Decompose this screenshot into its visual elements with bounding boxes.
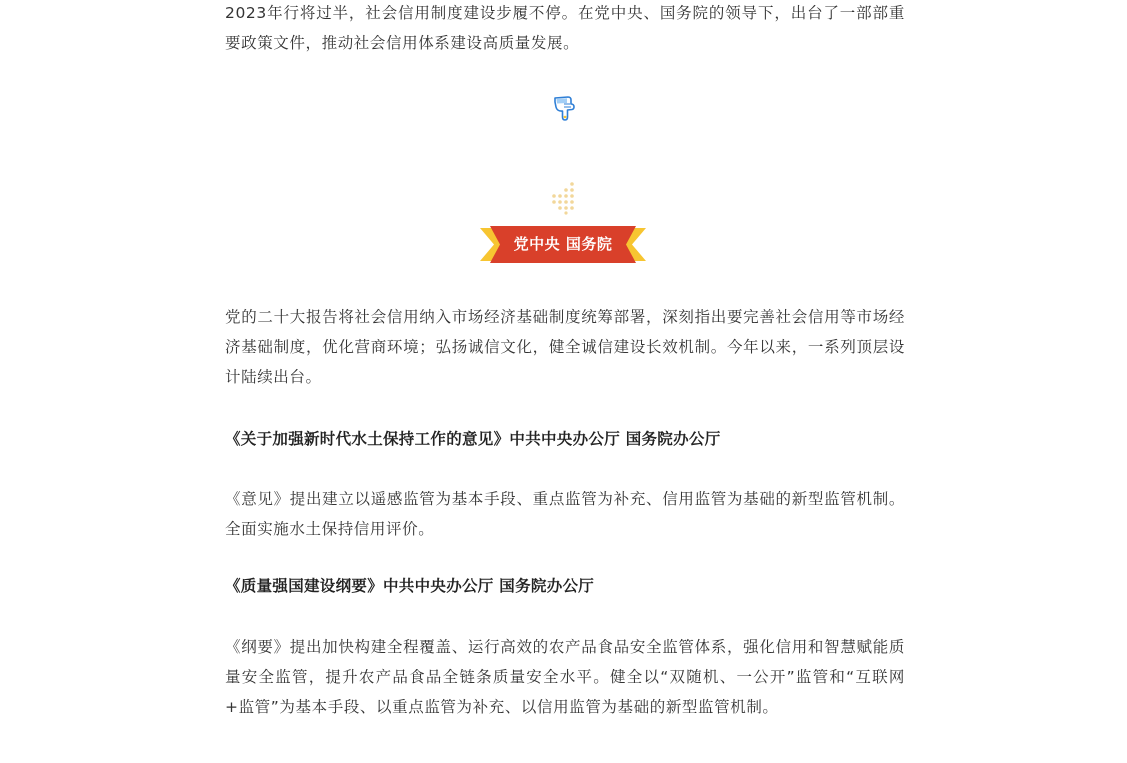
section-banner [480,226,646,263]
section-banner-label: 党中央 国务院 [513,235,613,253]
doc1-body: 《意见》提出建立以遥感监管为基本手段、重点监管为补充、信用监管为基础的新型监管机制。全面实施水土保持信用评价。 [225,490,905,538]
doc2-title: 《质量强国建设纲要》中共中央办公厅 国务院办公厅 [225,577,595,595]
section-intro-paragraph: 党的二十大报告将社会信用纳入市场经济基础制度统筹部署，深刻指出要完善社会信用等市场经济基础制度，优化营商环境；弘扬诚信文化，健全诚信建设长效机制。今年以来，一系列顶层设计陆续出台。 [225,308,905,386]
doc1-title: 《关于加强新时代水土保持工作的意见》中共中央办公厅 国务院办公厅 [225,430,721,448]
doc2-body: 《纲要》提出加快构建全程覆盖、运行高效的农产品食品安全监管体系，强化信用和智慧赋能质量安全监管，提升农产品食品全链条质量安全水平。健全以“双随机、一公开”监管和“互联网+监管”为基本手段、以重点监管为补充、以信用监管为基础的新型监管机制。 [225,638,905,716]
intro-paragraph: 2023年行将过半，社会信用制度建设步履不停。在党中央、国务院的领导下，出台了一部部重要政策文件，推动社会信用体系建设高质量发展。 [225,4,905,52]
pointing-down-hand-icon [549,92,579,122]
decorative-dots-icon [549,181,579,215]
